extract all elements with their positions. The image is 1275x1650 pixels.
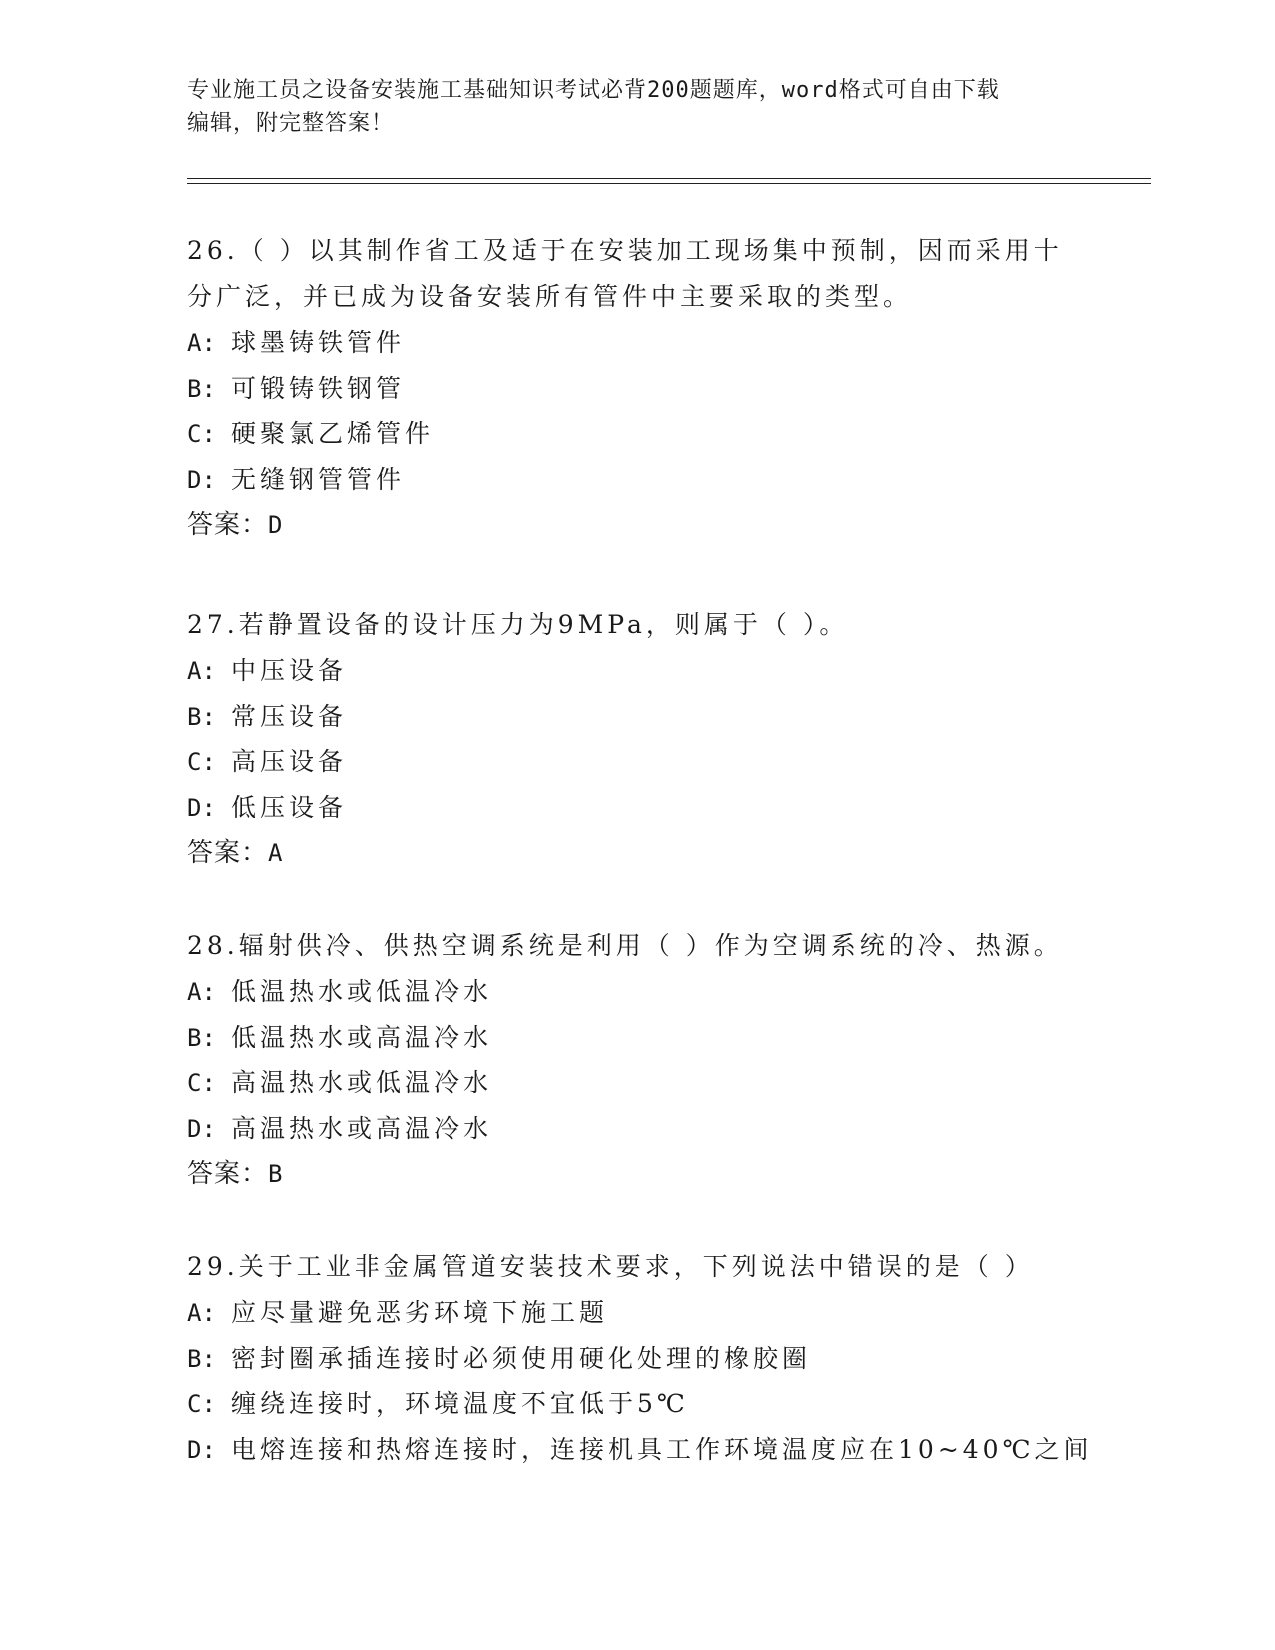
option-text: 低压设备 (231, 792, 348, 822)
question-27 (187, 602, 1147, 876)
question-28 (187, 923, 1147, 1197)
answer-label: 答案： (187, 510, 269, 540)
option-text: 高温热水或高温冷水 (231, 1113, 493, 1143)
answer-line (187, 1151, 1147, 1197)
option-key: D: (187, 793, 216, 822)
option-text: 可锻铸铁钢管 (231, 373, 406, 403)
document-header (187, 74, 1087, 140)
option-d (187, 785, 1147, 831)
answer-label: 答案： (187, 838, 269, 868)
option-text: 常压设备 (231, 701, 348, 731)
option-d (187, 1106, 1147, 1152)
option-key: D: (187, 1114, 216, 1143)
question-stem-line: 26.（ ）以其制作省工及适于在安装加工现场集中预制，因而采用十 (187, 236, 1063, 265)
header-divider-bottom (187, 183, 1151, 184)
answer-value: A (268, 839, 284, 867)
option-key: B: (187, 1023, 216, 1052)
header-line-2: 编辑，附完整答案！ (187, 111, 395, 136)
answer-value: D (268, 511, 284, 539)
option-b (187, 1336, 1147, 1382)
question-stem-line: 28.辐射供冷、供热空调系统是利用（ ）作为空调系统的冷、热源。 (187, 931, 1063, 960)
option-b (187, 1015, 1147, 1061)
option-c (187, 411, 1147, 457)
option-key: C: (187, 1390, 216, 1418)
option-text: 无缝钢管管件 (231, 464, 406, 494)
question-26 (187, 228, 1147, 548)
option-c (187, 1381, 1147, 1427)
option-c (187, 739, 1147, 785)
option-d (187, 457, 1147, 503)
option-key: B: (187, 702, 216, 731)
option-text: 缠绕连接时，环境温度不宜低于5℃ (231, 1389, 689, 1418)
option-text: 电熔连接和热熔连接时，连接机具工作环境温度应在10~40℃之间 (231, 1434, 1093, 1464)
option-key: C: (187, 420, 216, 448)
option-text: 高温热水或低温冷水 (231, 1068, 493, 1097)
option-key: C: (187, 1069, 216, 1097)
option-b (187, 694, 1147, 740)
answer-value: B (268, 1160, 284, 1188)
option-b (187, 366, 1147, 412)
option-key: B: (187, 1344, 216, 1373)
option-key: D: (187, 465, 216, 494)
option-key: A: (187, 1299, 216, 1327)
question-stem-line: 27.若静置设备的设计压力为9MPa，则属于（ ）。 (187, 610, 849, 639)
answer-line (187, 830, 1147, 876)
question-29 (187, 1244, 1147, 1472)
option-text: 应尽量避免恶劣环境下施工题 (231, 1298, 609, 1327)
option-text: 中压设备 (231, 656, 348, 685)
option-text: 低温热水或低温冷水 (231, 977, 493, 1006)
option-text: 高压设备 (231, 747, 348, 776)
header-divider-top (187, 178, 1151, 179)
answer-label: 答案： (187, 1159, 269, 1189)
question-stem-line: 分广泛，并已成为设备安装所有管件中主要采取的类型。 (187, 282, 913, 311)
option-text: 密封圈承插连接时必须使用硬化处理的橡胶圈 (231, 1343, 812, 1373)
option-key: A: (187, 978, 216, 1006)
option-text: 硬聚氯乙烯管件 (231, 419, 435, 448)
option-key: D: (187, 1435, 216, 1464)
option-a (187, 648, 1147, 694)
option-a (187, 1290, 1147, 1336)
option-key: A: (187, 329, 216, 357)
option-text: 球墨铸铁管件 (231, 328, 406, 357)
option-key: A: (187, 657, 216, 685)
header-line-1: 专业施工员之设备安装施工基础知识考试必背200题题库，word格式可自由下载 (187, 78, 1000, 103)
answer-line (187, 502, 1147, 548)
option-c (187, 1060, 1147, 1106)
option-a (187, 320, 1147, 366)
option-d (187, 1427, 1147, 1473)
option-a (187, 969, 1147, 1015)
option-key: C: (187, 748, 216, 776)
question-stem-line: 29.关于工业非金属管道安装技术要求，下列说法中错误的是（ ） (187, 1252, 1034, 1281)
option-text: 低温热水或高温冷水 (231, 1022, 493, 1052)
option-key: B: (187, 374, 216, 403)
